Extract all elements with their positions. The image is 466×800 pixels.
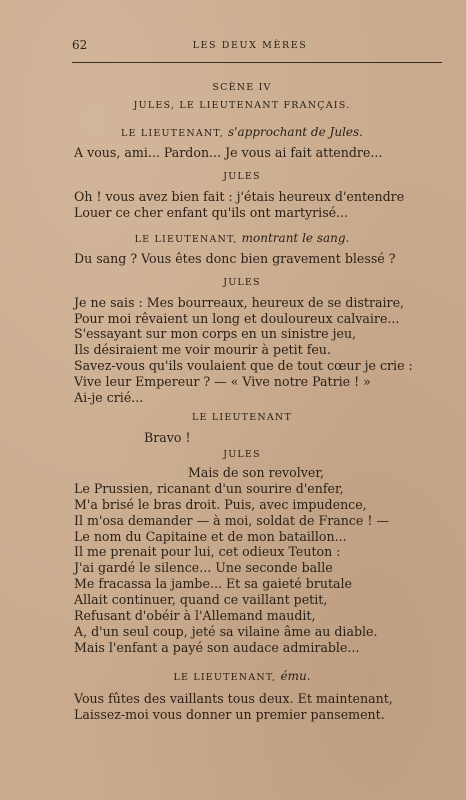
verse-line: S'essayant sur mon corps en un sinistre jeu, bbox=[74, 326, 357, 342]
verse-line: M'a brisé le bras droit. Puis, avec impudence, bbox=[74, 496, 367, 512]
speaker-name: LE LIEUTENANT, bbox=[173, 671, 277, 683]
speaker-name: JULES bbox=[223, 448, 261, 460]
speaker-name: JULES bbox=[223, 276, 261, 288]
running-header bbox=[72, 40, 428, 56]
verse-line: Le Prussien, ricanant d'un sourire d'enfer, bbox=[74, 480, 344, 496]
verse-line: Allait continuer, quand ce vaillant petit, bbox=[74, 592, 328, 608]
verse-line: Mais de son revolver, bbox=[188, 464, 324, 480]
speaker-name: JULES bbox=[223, 170, 261, 182]
verse-line: Le nom du Capitaine et de mon bataillon... bbox=[74, 528, 347, 544]
verse-line: J'ai gardé le silence... Une seconde balle bbox=[74, 560, 333, 576]
running-title: LES DEUX MÈRES bbox=[192, 40, 308, 51]
verse-line: Bravo ! bbox=[144, 429, 191, 445]
speaker-heading bbox=[74, 125, 410, 139]
scene-characters: JULES, LE LIEUTENANT FRANÇAIS. bbox=[133, 100, 351, 111]
stage-direction: s'approchant de Jules. bbox=[228, 125, 363, 139]
speaker-name: LE LIEUTENANT bbox=[192, 411, 292, 423]
verse-line: Je ne sais : Mes bourreaux, heureux de se distraire, bbox=[74, 294, 405, 310]
verse-line: Ils désiraient me voir mourir à petit feu. bbox=[74, 342, 331, 358]
verse-line: Oh ! vous avez bien fait : j'étais heureux d'entendre bbox=[74, 188, 405, 204]
play-text bbox=[74, 82, 413, 723]
verse-line: A, d'un seul coup, jeté sa vilaine âme au diable. bbox=[74, 623, 378, 639]
verse-line: Laissez-moi vous donner un premier pansement. bbox=[74, 706, 385, 722]
stage-direction: ému. bbox=[280, 668, 311, 683]
verse-line: A vous, ami... Pardon... Je vous ai fait attendre... bbox=[74, 145, 383, 160]
speaker-heading bbox=[74, 231, 410, 245]
verse-line: Du sang ? Vous êtes donc bien gravement blessé ? bbox=[74, 250, 396, 266]
verse-line: Ai-je crié... bbox=[74, 390, 144, 406]
verse-line: Vive leur Empereur ? — « Vive notre Patrie ! » bbox=[74, 374, 371, 390]
verse-line: Refusant d'obéir à l'Allemand maudit, bbox=[74, 608, 316, 624]
scene-title: SCÈNE IV bbox=[212, 82, 272, 93]
speaker-heading bbox=[74, 669, 410, 683]
page-number: 62 bbox=[72, 38, 88, 52]
verse-line: Pour moi rêvaient un long et douloureux calvaire... bbox=[74, 310, 400, 326]
verse-line: Savez-vous qu'ils voulaient que de tout cœur je crie : bbox=[74, 358, 413, 374]
verse-line: Louer ce cher enfant qu'ils ont martyrisé... bbox=[74, 204, 349, 220]
verse-line: Vous fûtes des vaillants tous deux. Et maintenant, bbox=[74, 690, 393, 706]
speaker-name: LE LIEUTENANT, bbox=[134, 233, 238, 245]
verse-line: Il m'osa demander — à moi, soldat de France ! — bbox=[74, 512, 390, 528]
verse-line: Me fracassa la jambe... Et sa gaieté brutale bbox=[74, 576, 353, 592]
speaker-name: LE LIEUTENANT, bbox=[121, 128, 224, 139]
verse-line: Il me prenait pour lui, cet odieux Teuton : bbox=[74, 544, 341, 560]
header-rule bbox=[72, 62, 442, 63]
verse-line: Mais l'enfant a payé son audace admirable... bbox=[74, 639, 360, 655]
stage-direction: montrant le sang. bbox=[241, 230, 350, 245]
